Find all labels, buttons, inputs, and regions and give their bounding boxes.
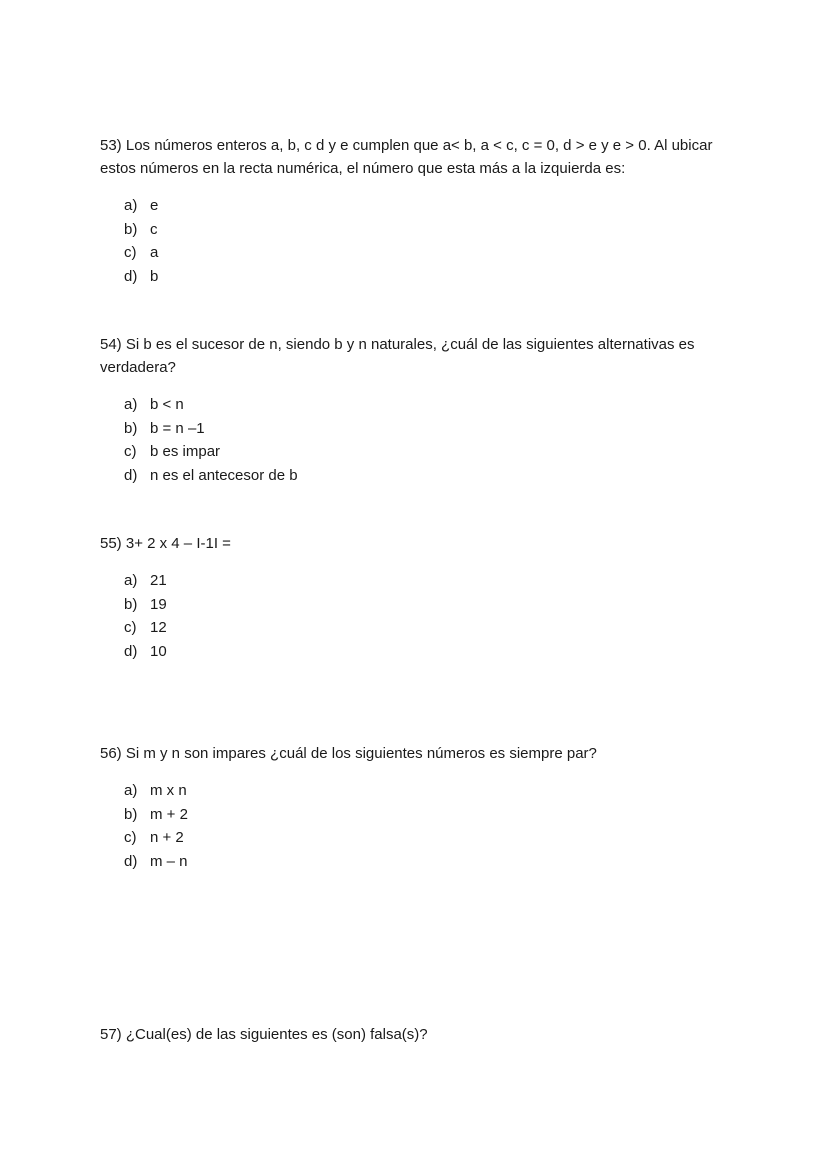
option-text: 19: [150, 595, 167, 613]
option-d: [124, 640, 730, 664]
question-54: [100, 333, 730, 487]
option-a: [124, 569, 730, 593]
option-c: [124, 241, 730, 265]
option-letter: c): [124, 829, 137, 846]
option-letter: c): [124, 443, 137, 460]
option-text: b es impar: [150, 443, 221, 460]
option-d: [124, 850, 730, 874]
option-a: [124, 393, 730, 417]
question-57: [100, 1023, 730, 1046]
options-list: [100, 194, 730, 288]
option-text: b = n –1: [150, 419, 205, 437]
option-text: 21: [150, 572, 167, 589]
question-text: 54) Si b es el sucesor de n, siendo b y n naturales, ¿cuál de las siguientes alternativas es verdadera?: [100, 336, 695, 376]
option-letter: b): [124, 220, 138, 238]
question-text: 57) ¿Cual(es) de las siguientes es (son) falsa(s)?: [100, 1026, 428, 1043]
option-text: n + 2: [150, 829, 184, 846]
question-text: 53) Los números enteros a, b, c d y e cumplen que a< b, a < c, c = 0, d > e y e > 0. Al ubicar estos números en la recta numérica, el número que esta más a la izquierda es:: [100, 137, 713, 177]
question-53: [100, 134, 730, 288]
option-text: e: [150, 197, 159, 214]
option-a: [124, 779, 730, 803]
option-letter: a): [124, 396, 138, 413]
options-list: [100, 779, 730, 873]
option-letter: d): [124, 852, 138, 870]
option-letter: c): [124, 244, 137, 261]
option-b: [124, 417, 730, 441]
option-text: 10: [150, 642, 167, 660]
option-text: 12: [150, 619, 167, 636]
option-text: n es el antecesor de b: [150, 466, 298, 484]
option-a: [124, 194, 730, 218]
option-d: [124, 265, 730, 289]
question-text: 56) Si m y n son impares ¿cuál de los siguientes números es siempre par?: [100, 745, 597, 762]
question-text: 55) 3+ 2 x 4 – I-1I =: [100, 535, 231, 552]
option-b: [124, 218, 730, 242]
option-letter: b): [124, 595, 138, 613]
options-list: [100, 569, 730, 663]
option-letter: c): [124, 619, 137, 636]
option-d: [124, 464, 730, 488]
option-c: [124, 616, 730, 640]
option-letter: a): [124, 572, 138, 589]
option-letter: a): [124, 197, 138, 214]
option-letter: d): [124, 466, 138, 484]
option-text: b: [150, 267, 159, 285]
question-56: [100, 742, 730, 873]
option-c: [124, 826, 730, 850]
option-letter: a): [124, 782, 138, 799]
option-b: [124, 803, 730, 827]
option-letter: d): [124, 642, 138, 660]
option-letter: b): [124, 805, 138, 823]
option-text: m x n: [150, 782, 187, 799]
option-b: [124, 593, 730, 617]
option-text: c: [150, 220, 158, 238]
option-letter: d): [124, 267, 138, 285]
option-c: [124, 440, 730, 464]
option-text: a: [150, 244, 159, 261]
option-letter: b): [124, 419, 138, 437]
option-text: m + 2: [150, 805, 188, 823]
option-text: b < n: [150, 396, 184, 413]
question-55: [100, 532, 730, 663]
option-text: m – n: [150, 852, 188, 870]
options-list: [100, 393, 730, 487]
